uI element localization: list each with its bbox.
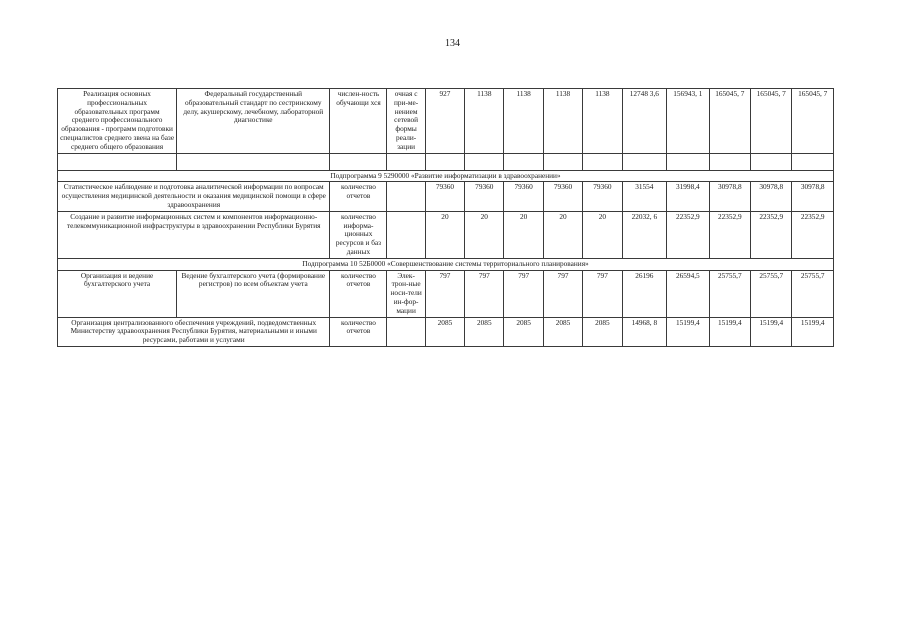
empty-cell: [709, 153, 750, 170]
table-cell: количество отчетов: [330, 317, 387, 346]
table-row: [58, 89, 834, 154]
table-cell: количество отчетов: [330, 182, 387, 211]
table-cell: 26196: [622, 270, 667, 317]
table-cell: 2085: [504, 317, 543, 346]
table-cell: 797: [543, 270, 582, 317]
table-row: [58, 270, 834, 317]
table-cell: 20: [504, 211, 543, 258]
table-cell: 2085: [425, 317, 464, 346]
table-cell: 79360: [465, 182, 504, 211]
empty-cell: [425, 153, 464, 170]
table-cell: 22352,9: [709, 211, 750, 258]
table-cell: 12748 3,6: [622, 89, 667, 154]
table-cell: 165045, 7: [751, 89, 792, 154]
table-row: [58, 182, 834, 211]
empty-cell: [177, 153, 330, 170]
empty-cell: [465, 153, 504, 170]
empty-cell: [792, 153, 834, 170]
table-cell: Статистическое наблюдение и подготовка аналитической информации по вопросам осуществления медицинской деятельности и оказания медицинской помощи в сфере здравоохранения: [58, 182, 330, 211]
empty-cell: [583, 153, 622, 170]
table-cell: 22352,9: [667, 211, 709, 258]
table-cell: 2085: [583, 317, 622, 346]
table-cell: 927: [425, 89, 464, 154]
table-row: [58, 317, 834, 346]
table-cell: числен-ность обучающи хся: [330, 89, 387, 154]
empty-cell: [622, 153, 667, 170]
subprogram-title: Подпрограмма 9 5290000 «Развитие информатизации в здравоохранении»: [58, 170, 834, 182]
empty-cell: [751, 153, 792, 170]
table-cell: 30978,8: [792, 182, 834, 211]
table-cell: 31554: [622, 182, 667, 211]
table-cell: 1138: [504, 89, 543, 154]
empty-cell: [330, 153, 387, 170]
empty-cell: [504, 153, 543, 170]
table-cell: 25755,7: [751, 270, 792, 317]
table-cell: 20: [543, 211, 582, 258]
subprogram-title: Подпрограмма 10 52Б0000 «Совершенствование системы территориального планирования»: [58, 258, 834, 270]
table-cell: [387, 182, 425, 211]
table-cell: Ведение бухгалтерского учета (формирование регистров) по всем объектам учета: [177, 270, 330, 317]
table-cell: 2085: [543, 317, 582, 346]
table-cell: 15199,4: [709, 317, 750, 346]
table-cell: 79360: [504, 182, 543, 211]
table-cell: Организация и ведение бухгалтерского учета: [58, 270, 177, 317]
table-cell: 22352,9: [792, 211, 834, 258]
table-cell: 156943, 1: [667, 89, 709, 154]
table-cell: Реализация основных профессиональных образовательных программ среднего профессионального образования - программ подготовки специалистов среднего звена на базе среднего общего образования: [58, 89, 177, 154]
table-cell: Элек-трон-ные носи-тели ин-фор-мации: [387, 270, 425, 317]
table-cell: 797: [425, 270, 464, 317]
table-row: [58, 153, 834, 170]
table-cell: 797: [583, 270, 622, 317]
empty-cell: [387, 153, 425, 170]
table-cell: 1138: [543, 89, 582, 154]
table-cell: 26594,5: [667, 270, 709, 317]
subprogram-row: [58, 170, 834, 182]
table-cell: 22352,9: [751, 211, 792, 258]
table-cell: 15199,4: [667, 317, 709, 346]
data-table: [57, 88, 834, 347]
table-cell: 2085: [465, 317, 504, 346]
table-cell: Организация централизованного обеспечения учреждений, подведомственных Министерству здравоохранения Республики Бурятия, материальными и иными ресурсами, работами и услугами: [58, 317, 330, 346]
table-cell: 79360: [543, 182, 582, 211]
table-cell: 1138: [583, 89, 622, 154]
table-cell: [387, 211, 425, 258]
table-cell: 797: [504, 270, 543, 317]
empty-cell: [667, 153, 709, 170]
empty-cell: [58, 153, 177, 170]
table-cell: 1138: [465, 89, 504, 154]
table-cell: 14968, 8: [622, 317, 667, 346]
table-cell: 25755,7: [792, 270, 834, 317]
table-row: [58, 211, 834, 258]
table-cell: 31998,4: [667, 182, 709, 211]
table-cell: 79360: [583, 182, 622, 211]
table-cell: очная с при-ме-нением сетевой формы реали-зации: [387, 89, 425, 154]
table-cell: 25755,7: [709, 270, 750, 317]
table-cell: 15199,4: [751, 317, 792, 346]
table-cell: 15199,4: [792, 317, 834, 346]
table-cell: 20: [583, 211, 622, 258]
subprogram-row: [58, 258, 834, 270]
table-cell: количество отчетов: [330, 270, 387, 317]
table-cell: 165045, 7: [709, 89, 750, 154]
empty-cell: [543, 153, 582, 170]
table-cell: 20: [465, 211, 504, 258]
table-cell: [387, 317, 425, 346]
table-cell: Создание и развитие информационных систем и компонентов информационно-телекоммуникационной инфраструктуры в здравоохранении Республики Бурятия: [58, 211, 330, 258]
table-cell: Федеральный государственный образовательный стандарт по сестринскому делу, акушерскому, лечебному, лабораторной диагностике: [177, 89, 330, 154]
table-cell: 165045, 7: [792, 89, 834, 154]
table-cell: 79360: [425, 182, 464, 211]
table-cell: 22032, 6: [622, 211, 667, 258]
table-cell: 30978,8: [751, 182, 792, 211]
table-cell: 30978,8: [709, 182, 750, 211]
table-cell: количество информа-ционных ресурсов и баз данных: [330, 211, 387, 258]
table-cell: 20: [425, 211, 464, 258]
table-cell: 797: [465, 270, 504, 317]
page-number: 134: [445, 38, 460, 49]
